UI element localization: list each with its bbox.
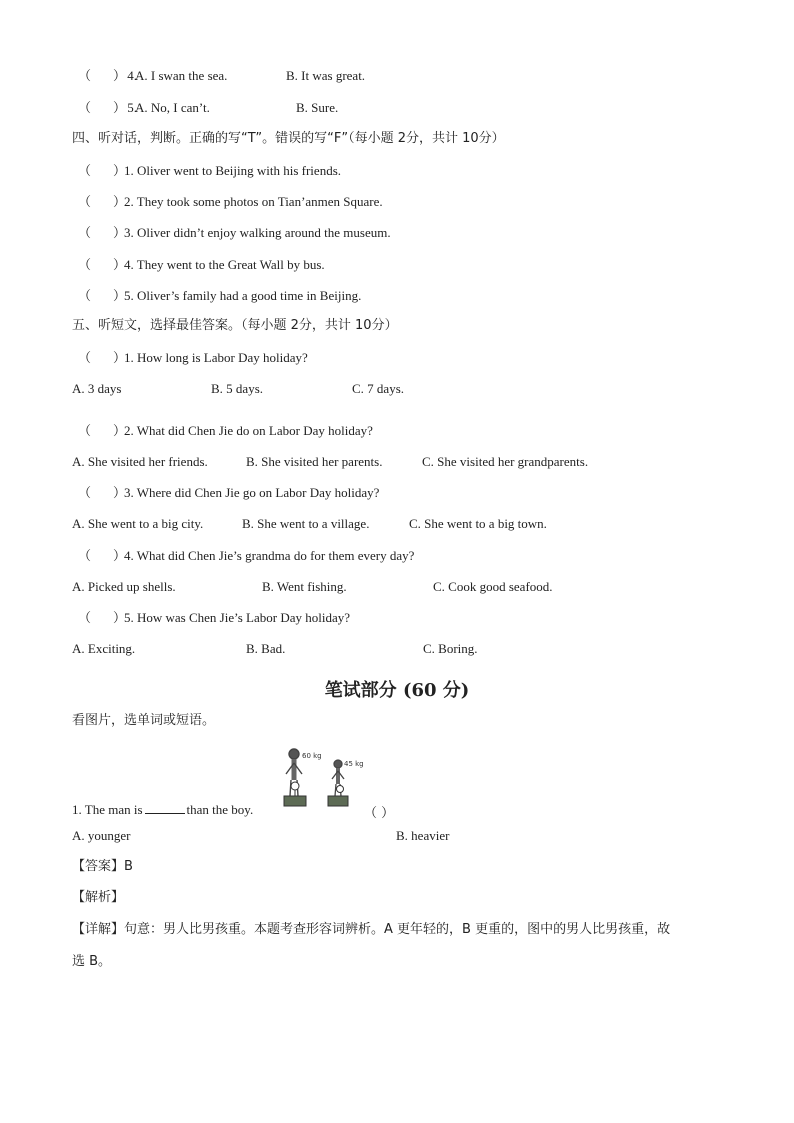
- question-row: [78, 610, 350, 627]
- item-text: 2. They took some photos on Tian’anmen Square.: [124, 194, 383, 209]
- question-text: than the boy.: [186, 802, 254, 817]
- option-b: B. heavier: [396, 828, 450, 843]
- option-a: A. No, I can’t.: [135, 100, 210, 115]
- question-text: 2. What did Chen Jie do on Labor Day holiday?: [124, 423, 373, 438]
- question-row: [78, 350, 308, 367]
- option-a: A. 3 days: [72, 381, 122, 396]
- answer-bracket: （ ）: [364, 806, 395, 821]
- question-number: 4.: [127, 68, 137, 83]
- question-row: [78, 100, 137, 117]
- answer-bracket: （ ）: [78, 424, 127, 439]
- option-b: B. Sure.: [296, 100, 339, 115]
- question-text: 1. How long is Labor Day holiday?: [124, 350, 308, 365]
- question-row: [78, 485, 379, 502]
- item-text: 1. Oliver went to Beijing with his friends.: [124, 163, 342, 178]
- question-row: [78, 68, 137, 85]
- question-text: 1. The man is: [72, 802, 143, 817]
- judgement-item: [78, 163, 341, 180]
- option-a: A. younger: [72, 828, 131, 843]
- answer-bracket: （ ）: [78, 351, 127, 366]
- judgement-item: [78, 257, 325, 274]
- option-c: C. Boring.: [423, 641, 478, 656]
- question-row: [78, 548, 414, 565]
- section-heading: 五、听短文，选择最佳答案。（每小题 2分，共计 10分）: [72, 318, 398, 333]
- option-c: C. Cook good seafood.: [433, 579, 553, 594]
- man-weight-label: 60 kg: [302, 752, 322, 760]
- answer-bracket: （ ）: [78, 611, 127, 626]
- question-text: 5. How was Chen Jie’s Labor Day holiday?: [124, 610, 351, 625]
- answer-bracket: （ ）: [78, 289, 127, 304]
- judgement-item: [78, 225, 391, 242]
- detail-text: 【详解】句意：男人比男孩重。本题考查形容词辨析。A 更年轻的，B 更重的，图中的男人比男孩重，故: [72, 922, 671, 937]
- judgement-item: [78, 288, 361, 305]
- option-a: A. She went to a big city.: [72, 516, 204, 531]
- judgement-item: [78, 194, 383, 211]
- section-title: 笔试部分 (60 分): [324, 680, 470, 701]
- boy-weight-label: 45 kg: [344, 760, 364, 768]
- item-text: 4. They went to the Great Wall by bus.: [124, 257, 325, 272]
- option-a: A. She visited her friends.: [72, 454, 208, 469]
- option-b: B. Went fishing.: [262, 579, 347, 594]
- option-c: C. She visited her grandparents.: [422, 454, 589, 469]
- option-c: C. She went to a big town.: [409, 516, 547, 531]
- section-heading: 四、听对话，判断。正确的写“T”。错误的写“F”（每小题 2分，共计 10分）: [72, 131, 505, 146]
- option-b: B. She went to a village.: [242, 516, 370, 531]
- answer-bracket: （ ）: [78, 69, 127, 84]
- item-text: 3. Oliver didn’t enjoy walking around the museum.: [124, 225, 391, 240]
- option-b: B. Bad.: [246, 641, 286, 656]
- scale-figure: [278, 746, 370, 810]
- answer-bracket: （ ）: [78, 258, 127, 273]
- question-row: [72, 802, 253, 818]
- answer-bracket: （ ）: [78, 195, 127, 210]
- option-b: B. It was great.: [286, 68, 366, 83]
- fill-blank: [145, 802, 185, 814]
- question-text: 3. Where did Chen Jie go on Labor Day holiday?: [124, 485, 380, 500]
- option-b: B. 5 days.: [211, 381, 263, 396]
- answer-bracket: （ ）: [78, 486, 127, 501]
- analysis-label: 【解析】: [72, 890, 125, 905]
- answer-bracket: （ ）: [78, 226, 127, 241]
- boy-scale: [328, 786, 348, 807]
- question-text: 4. What did Chen Jie’s grandma do for them every day?: [124, 548, 415, 563]
- answer-bracket: （ ）: [78, 101, 127, 116]
- option-c: C. 7 days.: [352, 381, 404, 396]
- answer-bracket: （ ）: [78, 549, 127, 564]
- option-a: A. Exciting.: [72, 641, 136, 656]
- question-number: 5.: [127, 100, 137, 115]
- option-b: B. She visited her parents.: [246, 454, 383, 469]
- answer-bracket: （ ）: [78, 164, 127, 179]
- instruction: 看图片，选单词或短语。: [72, 713, 216, 728]
- question-row: [78, 423, 373, 440]
- item-text: 5. Oliver’s family had a good time in Beijing.: [124, 288, 362, 303]
- option-a: A. I swan the sea.: [135, 68, 228, 83]
- detail-text: 选 B。: [72, 954, 112, 969]
- option-a: A. Picked up shells.: [72, 579, 176, 594]
- answer-line: 【答案】B: [72, 859, 133, 874]
- man-scale: [284, 782, 306, 806]
